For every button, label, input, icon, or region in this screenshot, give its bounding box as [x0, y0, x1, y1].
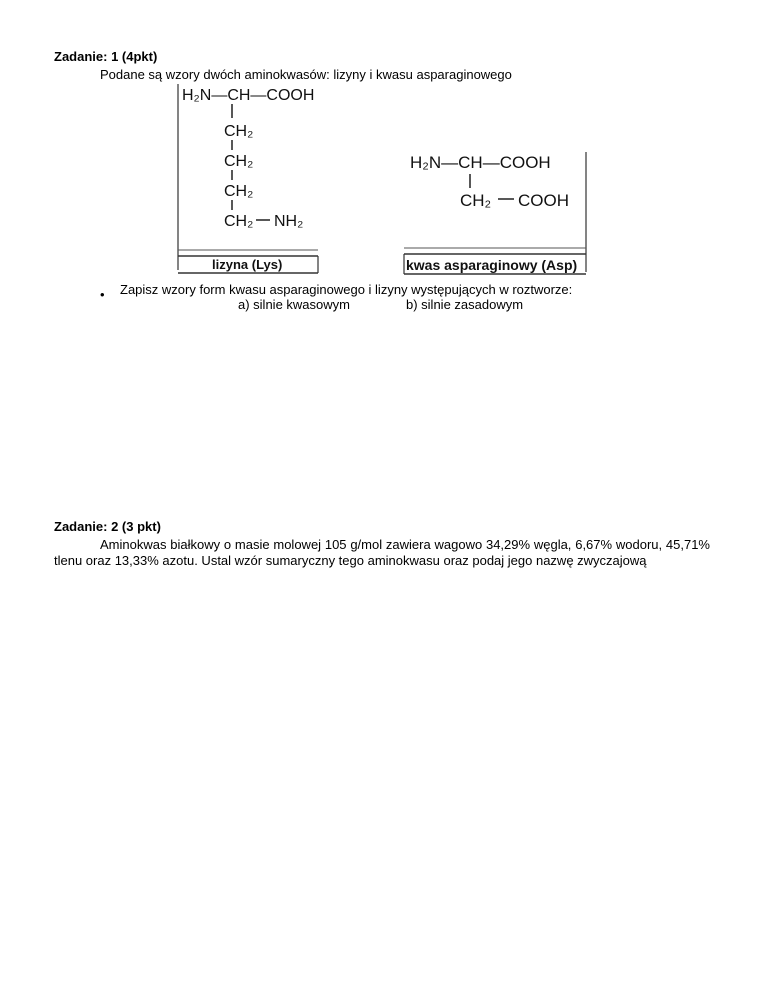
lysine-ch2-1: CH₂: [224, 123, 254, 140]
aspartic-acid-structure-figure: [402, 148, 592, 276]
asp-main-chain: H₂N—CH—COOH: [410, 153, 551, 172]
task1-heading: Zadanie: 1 (4pkt): [54, 49, 158, 64]
option-b: b) silnie zasadowym: [406, 297, 524, 312]
lysine-nh2: NH₂: [274, 213, 304, 230]
lysine-caption: lizyna (Lys): [212, 257, 283, 272]
lysine-structure-figure: [172, 80, 322, 276]
task2-body: Aminokwas białkowy o masie molowej 105 g/mol zawiera wagowo 34,29% węgla, 6,67% wodoru, 45,71% tlenu oraz 13,33% azotu. Ustal wzór sumaryczny tego aminokwasu oraz podaj jego nazwę zwyczajową: [54, 537, 710, 568]
task1-bullet-text: Zapisz wzory form kwasu asparaginowego i lizyny występujących w roztworze:: [120, 282, 573, 297]
lysine-ch2-3: CH₂: [224, 183, 254, 200]
asp-caption: kwas asparaginowy (Asp): [406, 257, 578, 273]
task2-heading: Zadanie: 2 (3 pkt): [54, 519, 161, 534]
lysine-ch2-4: CH₂: [224, 213, 254, 230]
asp-cooh: COOH: [518, 191, 569, 210]
asp-ch2: CH₂: [460, 191, 492, 210]
task1-intro: Podane są wzory dwóch aminokwasów: lizyny i kwasu asparaginowego: [100, 67, 512, 82]
lysine-main-chain: H₂N—CH—COOH: [182, 87, 315, 104]
bullet-marker: •: [100, 287, 105, 302]
lysine-ch2-2: CH₂: [224, 153, 254, 170]
option-a: a) silnie kwasowym: [238, 297, 350, 312]
